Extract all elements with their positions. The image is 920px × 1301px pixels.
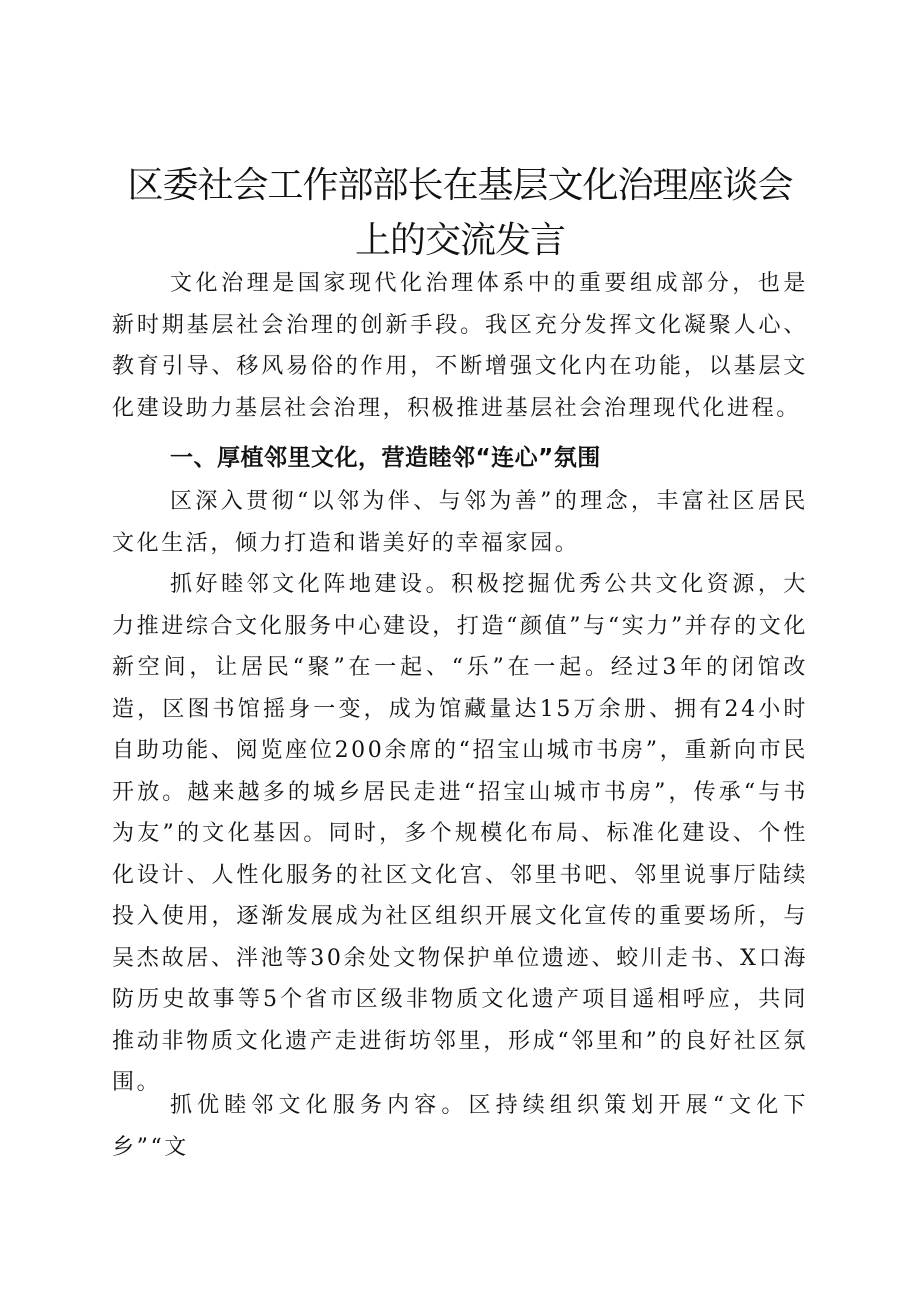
section-1-intro-paragraph: 区深入贯彻“以邻为伴、与邻为善”的理念，丰富社区居民文化生活，倾力打造和谐美好的幸福家园。 <box>112 489 808 556</box>
section-heading-1: 一、厚植邻里文化，营造睦邻“连心”氛围 <box>170 445 601 471</box>
intro-paragraph: 文化治理是国家现代化治理体系中的重要组成部分，也是新时期基层社会治理的创新手段。我区充分发挥文化凝聚人心、教育引导、移风易俗的作用，不断增强文化内在功能，以基层文化建设助力基层社会治理，积极推进基层社会治理现代化进程。 <box>112 271 808 421</box>
document-title: 区委社会工作部部长在基层文化治理座谈会上的交流发言 <box>127 165 793 261</box>
section-1-paragraph-services: 抓优睦邻文化服务内容。区持续组织策划开展“文化下乡”“文 <box>112 1093 808 1160</box>
section-1-paragraph-facilities: 抓好睦邻文化阵地建设。积极挖掘优秀公共文化资源，大力推进综合文化服务中心建设，打造“颜值”与“实力”并存的文化新空间，让居民“聚”在一起、“乐”在一起。经过3年的闭馆改造，区图书馆摇身一变，成为馆藏量达15万余册、拥有24小时自助功能、阅览座位200余席的“招宝山城市书房”，重新向市民开放。越来越多的城乡居民走进“招宝山城市书房”，传承“与书为友”的文化基因。同时，多个规模化布局、标准化建设、个性化设计、人性化服务的社区文化宫、邻里书吧、邻里说事厅陆续投入使用，逐渐发展成为社区组织开展文化宣传的重要场所，与吴杰故居、泮池等30余处文物保护单位遗迹、蛟川走书、X口海防历史故事等5个省市区级非物质文化遗产项目遥相呼应，共同推动非物质文化遗产走进街坊邻里，形成“邻里和”的良好社区氛围。 <box>112 572 808 1095</box>
